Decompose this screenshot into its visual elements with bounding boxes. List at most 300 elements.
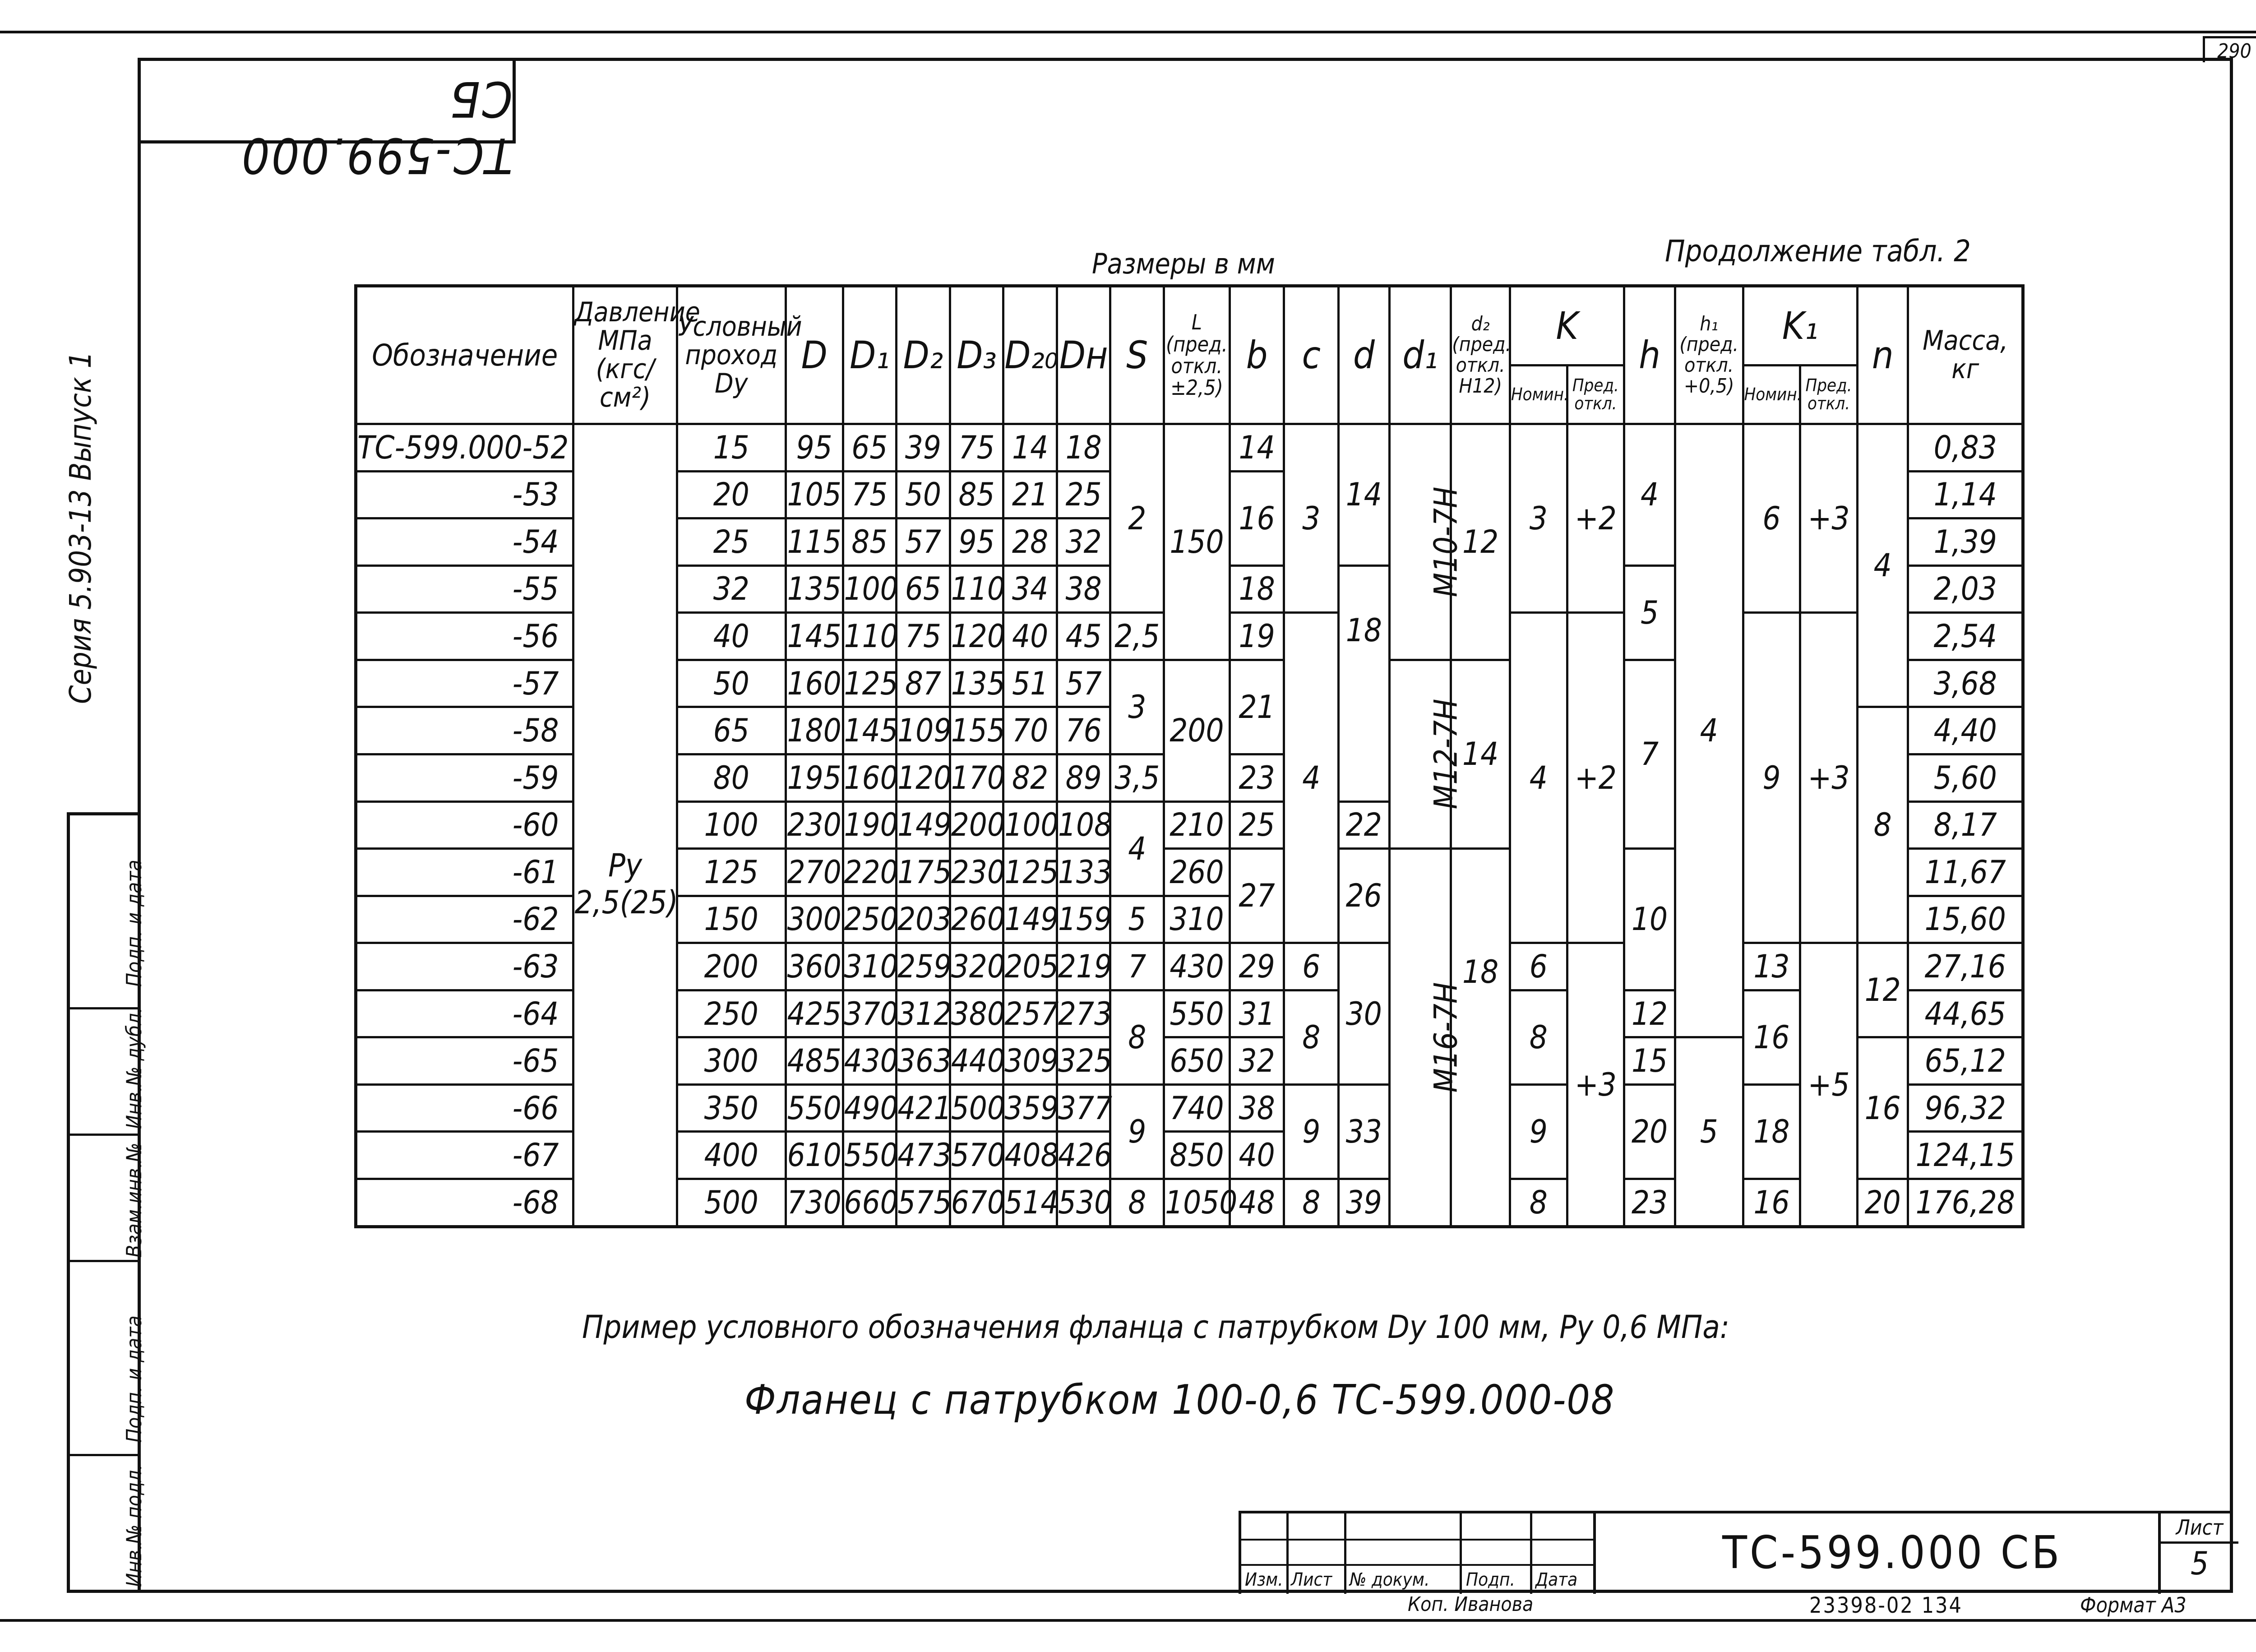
cell-dy: 300 <box>677 1037 786 1085</box>
d1-value: M12-7H <box>1427 699 1464 810</box>
cell-h1: 5 <box>1675 1037 1743 1227</box>
stamp-col-change: Изм. <box>1245 1569 1283 1590</box>
cell-D3: 120 <box>950 613 1003 660</box>
cell-DH: 45 <box>1057 613 1110 660</box>
cell-D3: 380 <box>950 990 1003 1037</box>
cell-D3: 570 <box>950 1132 1003 1179</box>
cell-L: 740 <box>1164 1084 1230 1132</box>
cell-S: 8 <box>1110 1179 1164 1227</box>
cell-S: 8 <box>1110 990 1164 1084</box>
cell-D20: 309 <box>1003 1037 1057 1085</box>
cell-D2: 57 <box>897 518 950 566</box>
cell-D: 95 <box>786 424 843 472</box>
cell-b: 18 <box>1230 565 1284 613</box>
cell-K-nom: 9 <box>1510 1084 1567 1179</box>
cell-DH: 273 <box>1057 990 1110 1037</box>
cell-K-dev: +2 <box>1567 613 1624 943</box>
row-code: -58 <box>356 707 573 754</box>
cell-dy: 20 <box>677 471 786 518</box>
cell-D20: 40 <box>1003 613 1057 660</box>
stamp-col-line <box>1460 1513 1462 1594</box>
stamp-col-sheet: Лист <box>1291 1569 1332 1590</box>
cell-L: 310 <box>1164 896 1230 943</box>
cell-D2: 149 <box>897 801 950 849</box>
cell-D: 115 <box>786 518 843 566</box>
cell-c: 8 <box>1284 990 1339 1084</box>
cell-D2: 120 <box>897 754 950 801</box>
side-cell-dup-inv <box>70 1007 146 1136</box>
doc-code: ТС-599.000 СБ <box>1722 1526 2062 1579</box>
cell-D: 730 <box>786 1179 843 1227</box>
side-cell-sign-date <box>70 815 146 1009</box>
cell-D20: 100 <box>1003 801 1057 849</box>
cell-d: 22 <box>1339 801 1390 849</box>
cell-d: 14 <box>1339 424 1390 566</box>
cell-D1: 370 <box>843 990 897 1037</box>
cell-b: 23 <box>1230 754 1284 801</box>
cell-d: 39 <box>1339 1179 1390 1227</box>
cell-h: 7 <box>1624 660 1675 848</box>
row-code: -67 <box>356 1132 573 1179</box>
cell-L: 550 <box>1164 990 1230 1037</box>
cell-DH: 426 <box>1057 1132 1110 1179</box>
title-block <box>1593 1511 2233 1594</box>
cell-DH: 38 <box>1057 565 1110 613</box>
cell-K-dev: +2 <box>1567 424 1624 613</box>
col-K: K <box>1510 286 1624 366</box>
cell-DH: 18 <box>1057 424 1110 472</box>
col-d1: d₁ <box>1389 286 1451 424</box>
row-code: -59 <box>356 754 573 801</box>
col-designation: Обозначение <box>356 286 573 424</box>
cell-mass: 124,15 <box>1908 1132 2023 1179</box>
cell-L: 260 <box>1164 849 1230 896</box>
cell-h: 10 <box>1624 849 1675 990</box>
cell-d1 <box>1389 660 1464 848</box>
cell-mass: 11,67 <box>1908 849 2023 896</box>
cell-L: 210 <box>1164 801 1230 849</box>
cell-D: 300 <box>786 896 843 943</box>
cell-D20: 28 <box>1003 518 1057 566</box>
cell-mass: 176,28 <box>1908 1179 2023 1227</box>
d1-value: M16-7H <box>1427 982 1464 1093</box>
row-code: -60 <box>356 801 573 849</box>
cell-b: 14 <box>1230 424 1284 472</box>
col-K-dev: Пред. откл. <box>1567 366 1624 424</box>
cell-D1: 75 <box>843 471 897 518</box>
cell-D20: 149 <box>1003 896 1057 943</box>
cell-b: 27 <box>1230 849 1284 943</box>
stamp-row-line <box>1241 1564 1593 1566</box>
cell-L: 650 <box>1164 1037 1230 1085</box>
cell-K-nom: 6 <box>1510 943 1567 990</box>
cell-c: 4 <box>1284 613 1339 943</box>
cell-b: 31 <box>1230 990 1284 1037</box>
cell-d2: 14 <box>1451 660 1510 848</box>
col-mass: Масса, кг <box>1908 286 2023 424</box>
top-code: ТС-599.000 СБ <box>240 70 513 183</box>
cell-K1-nom: 16 <box>1743 1179 1800 1227</box>
cell-D1: 160 <box>843 754 897 801</box>
stamp-col-sign: Подп. <box>1466 1569 1515 1590</box>
col-S: S <box>1110 286 1164 424</box>
cell-b: 29 <box>1230 943 1284 990</box>
cell-mass: 0,83 <box>1908 424 2023 472</box>
cell-D3: 260 <box>950 896 1003 943</box>
col-DH: Dн <box>1057 286 1110 424</box>
col-d: d <box>1339 286 1390 424</box>
cell-K1-nom: 9 <box>1743 613 1800 943</box>
sheet-cell <box>2158 1513 2238 1594</box>
col-K-nom: Номин. <box>1510 366 1567 424</box>
cell-DH: 57 <box>1057 660 1110 707</box>
cell-K-nom: 3 <box>1510 424 1567 613</box>
row-code: ТС-599.000-52 <box>356 424 573 472</box>
cell-D20: 257 <box>1003 990 1057 1037</box>
cell-D: 230 <box>786 801 843 849</box>
col-c: c <box>1284 286 1339 424</box>
cell-D3: 230 <box>950 849 1003 896</box>
paper-format: Формат А3 <box>2080 1593 2187 1617</box>
cell-c: 6 <box>1284 943 1339 990</box>
cell-D3: 200 <box>950 801 1003 849</box>
cell-b: 38 <box>1230 1084 1284 1132</box>
cell-DH: 133 <box>1057 849 1110 896</box>
cell-K1-dev: +3 <box>1800 613 1858 943</box>
cell-D: 195 <box>786 754 843 801</box>
col-D: D <box>786 286 843 424</box>
cell-D: 180 <box>786 707 843 754</box>
cell-b: 25 <box>1230 801 1284 849</box>
col-nominal-bore: Условный проход Dу <box>677 286 786 424</box>
cell-D1: 250 <box>843 896 897 943</box>
side-label: Взам.инв.№ <box>122 1143 146 1258</box>
cell-DH: 76 <box>1057 707 1110 754</box>
cell-D20: 408 <box>1003 1132 1057 1179</box>
side-cell-sign-date-2 <box>70 1262 146 1456</box>
cell-DH: 325 <box>1057 1037 1110 1085</box>
cell-mass: 3,68 <box>1908 660 2023 707</box>
cell-D1: 100 <box>843 565 897 613</box>
cell-D2: 421 <box>897 1084 950 1132</box>
cell-D2: 109 <box>897 707 950 754</box>
side-label: Инв.№ дубл. <box>122 1007 146 1129</box>
cell-D1: 490 <box>843 1084 897 1132</box>
cell-K-nom: 4 <box>1510 613 1567 943</box>
col-L: L (пред. откл. ±2,5) <box>1164 286 1230 424</box>
cell-D: 360 <box>786 943 843 990</box>
cell-d: 18 <box>1339 565 1390 801</box>
cell-D: 610 <box>786 1132 843 1179</box>
inventory-number: 23398-02 134 <box>1809 1593 1963 1618</box>
side-label: Инв.№ подл. <box>122 1464 146 1587</box>
cell-DH: 530 <box>1057 1179 1110 1227</box>
cell-b: 32 <box>1230 1037 1284 1085</box>
cell-D20: 21 <box>1003 471 1057 518</box>
cell-mass: 2,03 <box>1908 565 2023 613</box>
cell-mass: 65,12 <box>1908 1037 2023 1085</box>
revision-stamp <box>1239 1511 1593 1594</box>
col-b: b <box>1230 286 1284 424</box>
cell-D: 135 <box>786 565 843 613</box>
frame-bottom-line <box>0 1619 2256 1622</box>
cell-dy: 150 <box>677 896 786 943</box>
col-D1: D₁ <box>843 286 897 424</box>
col-h1: h₁ (пред. откл. +0,5) <box>1675 286 1743 424</box>
cell-D20: 125 <box>1003 849 1057 896</box>
col-n: n <box>1857 286 1908 424</box>
cell-D2: 312 <box>897 990 950 1037</box>
cell-n: 16 <box>1857 1037 1908 1179</box>
cell-D3: 75 <box>950 424 1003 472</box>
row-code: -53 <box>356 471 573 518</box>
cell-D1: 65 <box>843 424 897 472</box>
cell-n: 4 <box>1857 424 1908 707</box>
cell-D3: 500 <box>950 1084 1003 1132</box>
cell-D3: 320 <box>950 943 1003 990</box>
cell-mass: 5,60 <box>1908 754 2023 801</box>
table-units-caption: Размеры в мм <box>1092 247 1275 280</box>
flange-table <box>354 284 2025 1228</box>
col-K1: K₁ <box>1743 286 1857 366</box>
cell-D2: 65 <box>897 565 950 613</box>
cell-DH: 219 <box>1057 943 1110 990</box>
cell-D3: 85 <box>950 471 1003 518</box>
row-code: -61 <box>356 849 573 896</box>
cell-S: 2,5 <box>1110 613 1164 660</box>
cell-dy: 32 <box>677 565 786 613</box>
cell-L: 430 <box>1164 943 1230 990</box>
cell-D20: 359 <box>1003 1084 1057 1132</box>
cell-D2: 39 <box>897 424 950 472</box>
cell-d: 33 <box>1339 1084 1390 1179</box>
cell-S: 3,5 <box>1110 754 1164 801</box>
cell-n: 8 <box>1857 707 1908 943</box>
cell-D20: 70 <box>1003 707 1057 754</box>
cell-mass: 4,40 <box>1908 707 2023 754</box>
cell-DH: 108 <box>1057 801 1110 849</box>
cell-mass: 1,39 <box>1908 518 2023 566</box>
cell-D20: 14 <box>1003 424 1057 472</box>
cell-b: 21 <box>1230 660 1284 754</box>
cell-D3: 110 <box>950 565 1003 613</box>
cell-d: 30 <box>1339 943 1390 1085</box>
side-label: Подп. и дата <box>122 1315 146 1443</box>
cell-mass: 15,60 <box>1908 896 2023 943</box>
cell-DH: 377 <box>1057 1084 1110 1132</box>
cell-D3: 155 <box>950 707 1003 754</box>
cell-S: 7 <box>1110 943 1164 990</box>
cell-dy: 100 <box>677 801 786 849</box>
cell-dy: 80 <box>677 754 786 801</box>
cell-D1: 125 <box>843 660 897 707</box>
cell-D2: 50 <box>897 471 950 518</box>
cell-D: 145 <box>786 613 843 660</box>
sheet-label: Лист <box>2161 1513 2238 1544</box>
cell-dy: 250 <box>677 990 786 1037</box>
cell-d2: 12 <box>1451 424 1510 660</box>
cell-D20: 51 <box>1003 660 1057 707</box>
cell-D: 485 <box>786 1037 843 1085</box>
cell-D1: 220 <box>843 849 897 896</box>
cell-h: 15 <box>1624 1037 1675 1085</box>
stamp-col-line <box>1530 1513 1532 1594</box>
cell-h: 5 <box>1624 565 1675 660</box>
stamp-col-line <box>1286 1513 1289 1594</box>
cell-D3: 440 <box>950 1037 1003 1085</box>
cell-D3: 95 <box>950 518 1003 566</box>
cell-c: 8 <box>1284 1179 1339 1227</box>
side-cell-orig-inv <box>70 1456 146 1593</box>
cell-DH: 25 <box>1057 471 1110 518</box>
col-D20: D₂₀ <box>1003 286 1057 424</box>
cell-h1: 4 <box>1675 424 1743 1037</box>
row-code: -55 <box>356 565 573 613</box>
d1-value: M10-7H <box>1427 486 1464 597</box>
col-D3: D₃ <box>950 286 1003 424</box>
row-code: -54 <box>356 518 573 566</box>
cell-dy: 40 <box>677 613 786 660</box>
cell-DH: 159 <box>1057 896 1110 943</box>
cell-D3: 670 <box>950 1179 1003 1227</box>
col-K1-dev: Пред. откл. <box>1800 366 1858 424</box>
top-code-box <box>138 58 516 183</box>
cell-h: 23 <box>1624 1179 1675 1227</box>
cell-D: 105 <box>786 471 843 518</box>
side-label: Подп. и дата <box>122 860 146 987</box>
cell-L: 150 <box>1164 424 1230 660</box>
side-cell-replace-inv <box>70 1136 146 1262</box>
cell-D20: 205 <box>1003 943 1057 990</box>
cell-D1: 550 <box>843 1132 897 1179</box>
cell-dy: 50 <box>677 660 786 707</box>
cell-d: 26 <box>1339 849 1390 943</box>
sheet-number: 290 <box>2203 36 2256 62</box>
cell-D3: 170 <box>950 754 1003 801</box>
stamp-col-date: Дата <box>1535 1569 1578 1590</box>
cell-dy: 125 <box>677 849 786 896</box>
cell-S: 2 <box>1110 424 1164 613</box>
cell-dy: 500 <box>677 1179 786 1227</box>
cell-K-nom: 8 <box>1510 1179 1567 1227</box>
cell-D2: 175 <box>897 849 950 896</box>
cell-mass: 27,16 <box>1908 943 2023 990</box>
cell-n: 12 <box>1857 943 1908 1037</box>
cell-dy: 15 <box>677 424 786 472</box>
cell-K1-nom: 18 <box>1743 1084 1800 1179</box>
cell-L: 850 <box>1164 1132 1230 1179</box>
cell-S: 9 <box>1110 1084 1164 1179</box>
cell-dy: 65 <box>677 707 786 754</box>
cell-S: 4 <box>1110 801 1164 896</box>
cell-mass: 96,32 <box>1908 1084 2023 1132</box>
row-code: -57 <box>356 660 573 707</box>
cell-mass: 44,65 <box>1908 990 2023 1037</box>
example-caption: Пример условного обозначения фланца с патрубком Dу 100 мм, Ру 0,6 МПа: <box>582 1309 1730 1346</box>
copied-by: Коп. Иванова <box>1408 1593 1534 1616</box>
stamp-col-doc: № докум. <box>1350 1569 1430 1590</box>
cell-L: 1050 <box>1164 1179 1230 1227</box>
cell-DH: 32 <box>1057 518 1110 566</box>
cell-D3: 135 <box>950 660 1003 707</box>
cell-K-nom: 8 <box>1510 990 1567 1084</box>
cell-D20: 514 <box>1003 1179 1057 1227</box>
example-designation: Фланец с патрубком 100-0,6 ТС-599.000-08 <box>744 1376 1615 1424</box>
cell-b: 48 <box>1230 1179 1284 1227</box>
col-h: h <box>1624 286 1675 424</box>
cell-D: 425 <box>786 990 843 1037</box>
stamp-col-line <box>1344 1513 1346 1594</box>
row-code: -63 <box>356 943 573 990</box>
cell-b: 16 <box>1230 471 1284 565</box>
row-code: -56 <box>356 613 573 660</box>
cell-c: 3 <box>1284 424 1339 613</box>
row-code: -65 <box>356 1037 573 1085</box>
pressure-cell: Ру 2,5(25) <box>573 424 677 1227</box>
cell-D2: 473 <box>897 1132 950 1179</box>
row-code: -62 <box>356 896 573 943</box>
cell-D1: 145 <box>843 707 897 754</box>
col-d2: d₂ (пред. откл. H12) <box>1451 286 1510 424</box>
cell-c: 9 <box>1284 1084 1339 1179</box>
cell-DH: 89 <box>1057 754 1110 801</box>
cell-S: 5 <box>1110 896 1164 943</box>
cell-D2: 75 <box>897 613 950 660</box>
row-code: -66 <box>356 1084 573 1132</box>
row-code: -68 <box>356 1179 573 1227</box>
cell-K1-nom: 6 <box>1743 424 1800 613</box>
cell-b: 40 <box>1230 1132 1284 1179</box>
cell-D1: 110 <box>843 613 897 660</box>
cell-K1-nom: 13 <box>1743 943 1800 990</box>
cell-D2: 87 <box>897 660 950 707</box>
cell-D: 550 <box>786 1084 843 1132</box>
row-code: -64 <box>356 990 573 1037</box>
cell-S: 3 <box>1110 660 1164 754</box>
cell-mass: 8,17 <box>1908 801 2023 849</box>
cell-D20: 82 <box>1003 754 1057 801</box>
cell-D1: 85 <box>843 518 897 566</box>
cell-mass: 1,14 <box>1908 471 2023 518</box>
side-stamp <box>67 812 146 1593</box>
table-continuation-caption: Продолжение табл. 2 <box>1665 234 1971 268</box>
cell-K-dev: +3 <box>1567 943 1624 1227</box>
cell-n: 20 <box>1857 1179 1908 1227</box>
cell-D1: 430 <box>843 1037 897 1085</box>
cell-D2: 203 <box>897 896 950 943</box>
cell-K1-nom: 16 <box>1743 990 1800 1084</box>
cell-D20: 34 <box>1003 565 1057 613</box>
cell-mass: 2,54 <box>1908 613 2023 660</box>
cell-L: 200 <box>1164 660 1230 801</box>
cell-D1: 190 <box>843 801 897 849</box>
cell-h: 12 <box>1624 990 1675 1037</box>
cell-d1 <box>1389 424 1464 660</box>
cell-dy: 25 <box>677 518 786 566</box>
cell-D: 160 <box>786 660 843 707</box>
cell-b: 19 <box>1230 613 1284 660</box>
stamp-row-line <box>1241 1539 1593 1541</box>
sheet-value: 5 <box>2190 1545 2209 1582</box>
cell-K1-dev: +3 <box>1800 424 1858 613</box>
frame-top-line <box>0 31 2256 33</box>
cell-h: 20 <box>1624 1084 1675 1179</box>
cell-d2: 18 <box>1451 849 1510 1227</box>
cell-D: 270 <box>786 849 843 896</box>
series-label: Серия 5.903-13 Выпуск 1 <box>63 351 98 704</box>
cell-dy: 350 <box>677 1084 786 1132</box>
col-K1-nom: Номин. <box>1743 366 1800 424</box>
